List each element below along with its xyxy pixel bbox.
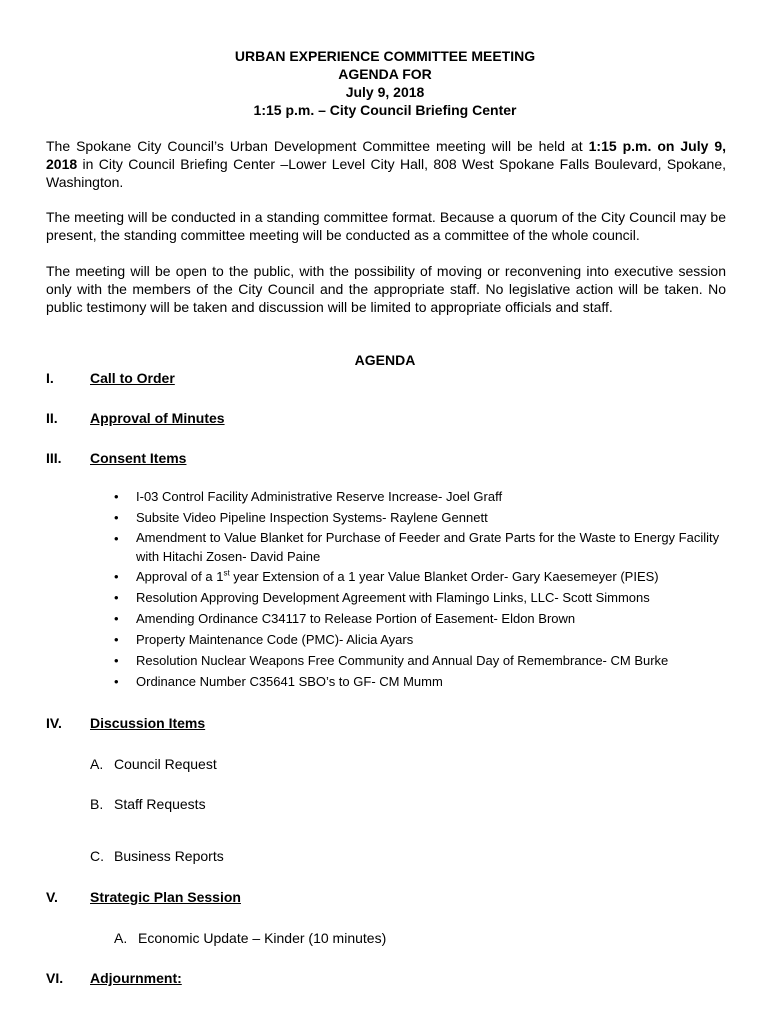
list-item: • Ordinance Number C35641 SBO’s to GF- CM Mumm	[114, 671, 726, 692]
list-item: • Amending Ordinance C34117 to Release Portion of Easement- Eldon Brown	[114, 608, 726, 629]
list-item: • I-03 Control Facility Administrative Reserve Increase- Joel Graff	[114, 486, 726, 507]
header-subtitle: AGENDA FOR	[338, 66, 432, 82]
bullet-icon: •	[114, 510, 119, 525]
intro-paragraph-3: The meeting will be open to the public, with the possibility of moving or reconvening into executive session only with the members of the City Council and the appropriate staff. No legislative action will be taken. No public testimony will be taken and discussion will be limited to appropriate officials and staff.	[46, 263, 726, 315]
header-title: URBAN EXPERIENCE COMMITTEE MEETING	[234, 48, 536, 64]
bullet-icon: •	[114, 653, 119, 668]
intro-paragraph-2: The meeting will be conducted in a standing committee format. Because a quorum of the City Council may be present, the standing committee meeting will be conducted as a committee of the whole council.	[46, 209, 726, 243]
bullet-icon: •	[114, 632, 119, 647]
list-item: • Subsite Video Pipeline Inspection Systems- Raylene Gennett	[114, 507, 726, 528]
consent-items-list	[114, 486, 726, 692]
section-number: II.	[46, 410, 58, 426]
section-title: Call to Order	[90, 370, 175, 386]
header-time-location: 1:15 p.m. – City Council Briefing Center	[253, 102, 517, 118]
discussion-item-business-reports: C. Business Reports	[90, 848, 224, 864]
list-item: • Resolution Nuclear Weapons Free Community and Annual Day of Remembrance- CM Burke	[114, 650, 726, 671]
section-number: VI.	[46, 970, 64, 986]
list-item: • Approval of a 1st year Extension of a 1 year Value Blanket Order- Gary Kaesemeyer (PIES)	[114, 566, 726, 587]
bullet-icon: •	[114, 611, 119, 626]
list-item: • Amendment to Value Blanket for Purchase of Feeder and Grate Parts for the Waste to Energy Facility with Hitachi Zosen- David Paine	[114, 530, 720, 564]
section-number: IV.	[46, 715, 62, 731]
agenda-heading: AGENDA	[354, 352, 416, 368]
discussion-item-council-request: A. Council Request	[90, 756, 217, 772]
bullet-icon: •	[114, 674, 119, 689]
bullet-icon: •	[114, 569, 119, 584]
section-title: Consent Items	[90, 450, 187, 466]
section-title: Adjournment:	[90, 970, 182, 986]
bullet-icon: •	[114, 531, 119, 546]
intro-paragraph-1: The Spokane City Council’s Urban Development Committee meeting will be held at 1:15 p.m. on July 9, 2018 in City Council Briefing Center –Lower Level City Hall, 808 West Spokane Falls Boulevard, Spokane, Washington.	[46, 138, 727, 190]
section-title: Discussion Items	[90, 715, 206, 731]
list-item: • Resolution Approving Development Agreement with Flamingo Links, LLC- Scott Simmons	[114, 587, 726, 608]
document-header	[0, 47, 770, 119]
header-date: July 9, 2018	[345, 84, 425, 100]
meeting-datetime: 1:15 p.m. on July 9, 2018	[46, 138, 727, 172]
bullet-icon: •	[114, 489, 119, 504]
list-item: • Property Maintenance Code (PMC)- Alicia Ayars	[114, 629, 726, 650]
section-title: Approval of Minutes	[90, 410, 225, 426]
section-title: Strategic Plan Session	[90, 889, 241, 905]
strategic-item-economic-update: A. Economic Update – Kinder (10 minutes)	[114, 930, 387, 946]
section-number: I.	[46, 370, 54, 386]
bullet-icon: •	[114, 590, 119, 605]
section-number: III.	[46, 450, 62, 466]
discussion-item-staff-requests: B. Staff Requests	[90, 796, 206, 812]
section-number: V.	[46, 889, 58, 905]
